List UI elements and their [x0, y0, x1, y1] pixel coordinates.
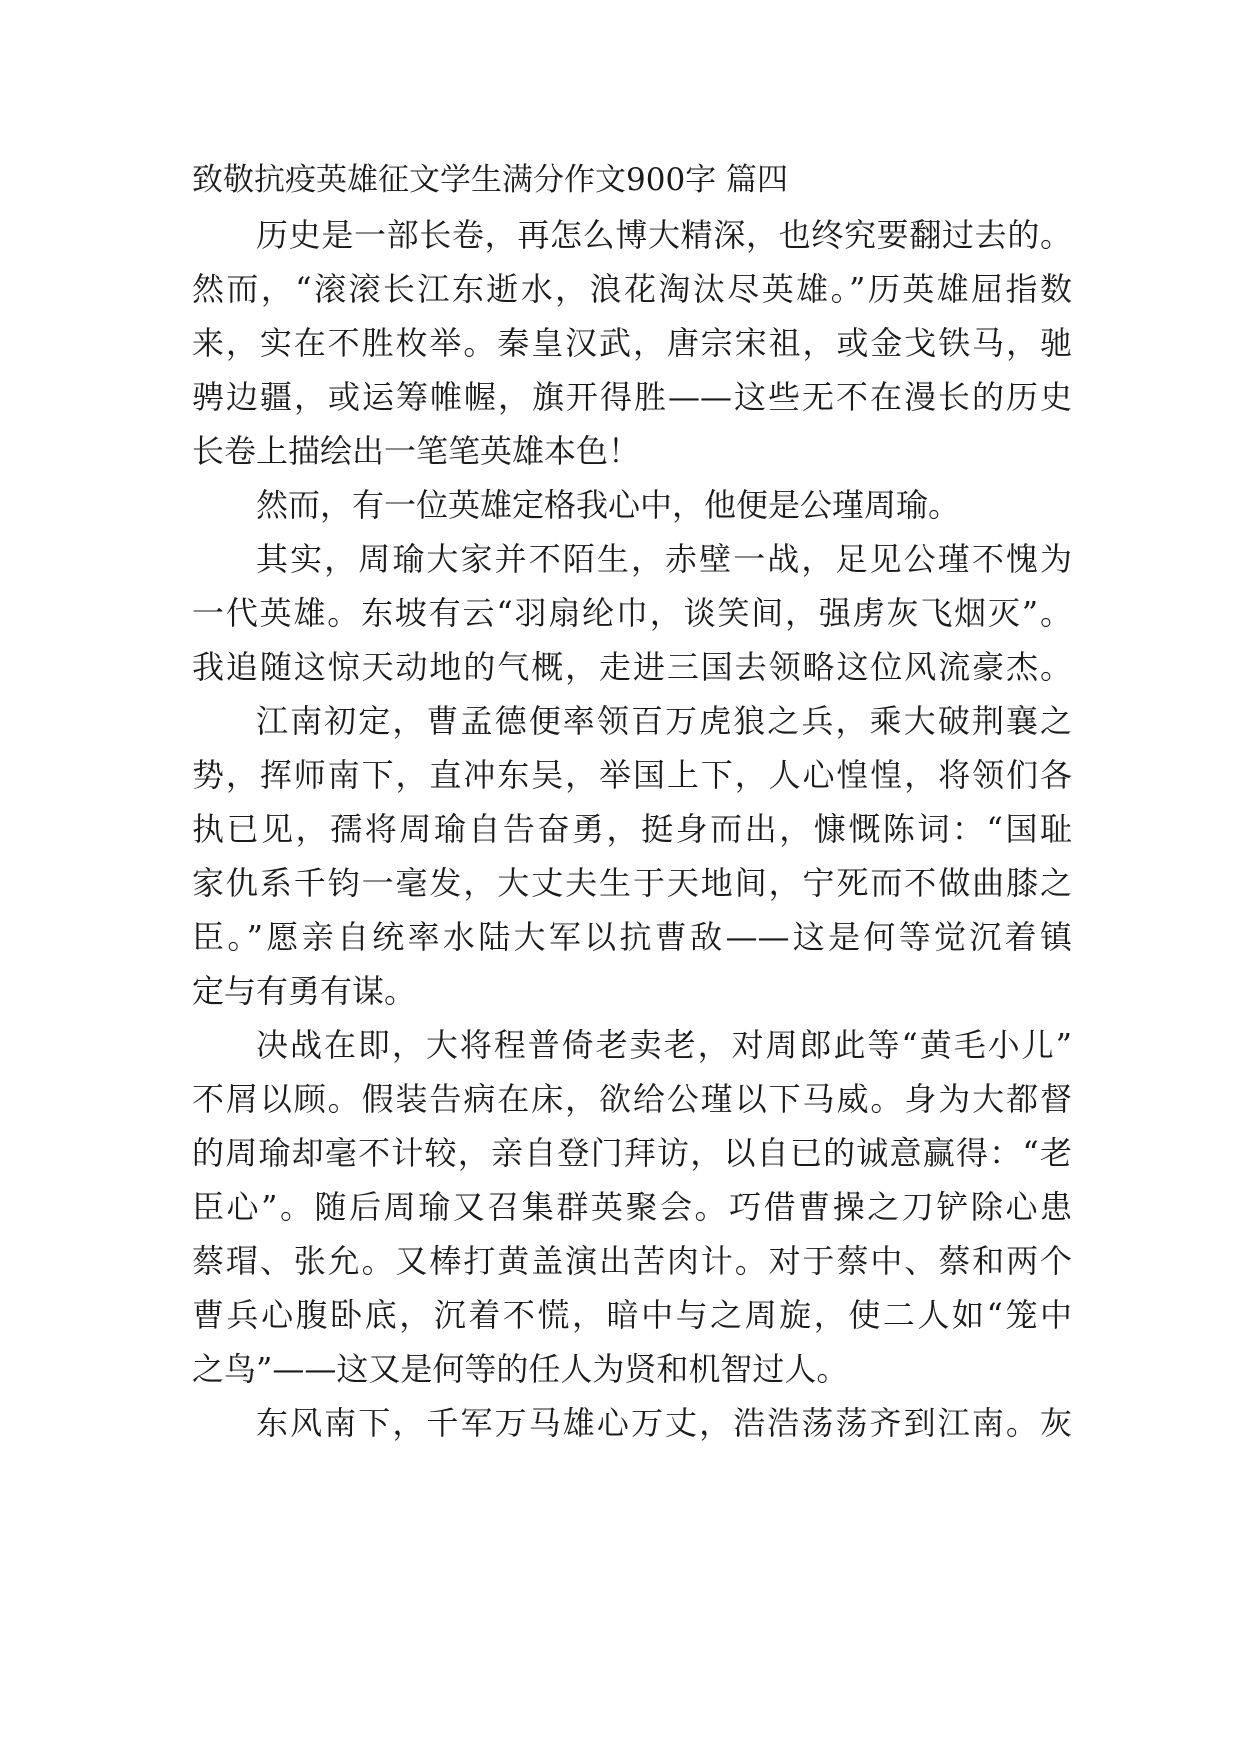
text-line: 不屑以顾。假装告病在床，欲给公瑾以下马威。身为大都督: [192, 1080, 1072, 1118]
text-line: 骋边疆，或运筹帷幄，旗开得胜——这些无不在漫长的历史: [192, 378, 1072, 416]
text-line: 臣。”愿亲自统率水陆大军以抗曹敌——这是何等觉沉着镇: [192, 918, 1072, 956]
document-title: 致敬抗疫英雄征文学生满分作文900字 篇四: [192, 162, 789, 198]
text-line: 然而，“滚滚长江东逝水，浪花淘汰尽英雄。”历英雄屈指数: [192, 270, 1072, 308]
text-line: 蔡瑁、张允。又棒打黄盖演出苦肉计。对于蔡中、蔡和两个: [192, 1242, 1072, 1280]
text-line: 的周瑜却毫不计较，亲自登门拜访，以自已的诚意赢得：“老: [192, 1134, 1072, 1172]
text-line: 家仇系千钧一毫发，大丈夫生于天地间，宁死而不做曲膝之: [192, 864, 1072, 902]
text-line: 臣心”。随后周瑜又召集群英聚会。巧借曹操之刀铲除心患: [192, 1188, 1072, 1226]
text-line: 曹兵心腹卧底，沉着不慌，暗中与之周旋，使二人如“笼中: [192, 1296, 1072, 1334]
text-line: 然而，有一位英雄定格我心中，他便是公瑾周瑜。: [256, 486, 961, 524]
text-line: 东风南下，千军万马雄心万丈，浩浩荡荡齐到江南。灰: [256, 1404, 1072, 1442]
text-line: 江南初定，曹孟德便率领百万虎狼之兵，乘大破荆襄之: [256, 702, 1072, 740]
text-line: 来，实在不胜枚举。秦皇汉武，唐宗宋祖，或金戈铁马，驰: [192, 324, 1072, 362]
text-line: 长卷上描绘出一笔笔英雄本色！: [192, 432, 641, 470]
text-line: 之鸟”——这又是何等的任人为贤和机智过人。: [192, 1350, 849, 1388]
text-line: 定与有勇有谋。: [192, 972, 417, 1010]
text-line: 我追随这惊天动地的气概，走进三国去领略这位风流豪杰。: [192, 648, 1072, 686]
text-line: 一代英雄。东坡有云“羽扇纶巾，谈笑间，强虏灰飞烟灭”。: [192, 594, 1072, 632]
text-line: 决战在即，大将程普倚老卖老，对周郎此等“黄毛小儿”: [256, 1026, 1072, 1064]
text-line: 历史是一部长卷，再怎么博大精深，也终究要翻过去的。: [256, 216, 1072, 254]
text-line: 其实，周瑜大家并不陌生，赤壁一战，足见公瑾不愧为: [256, 540, 1072, 578]
text-line: 势，挥师南下，直冲东吴，举国上下，人心惶惶，将领们各: [192, 756, 1072, 794]
text-line: 执已见，孺将周瑜自告奋勇，挺身而出，慷慨陈词：“国耻: [192, 810, 1072, 848]
